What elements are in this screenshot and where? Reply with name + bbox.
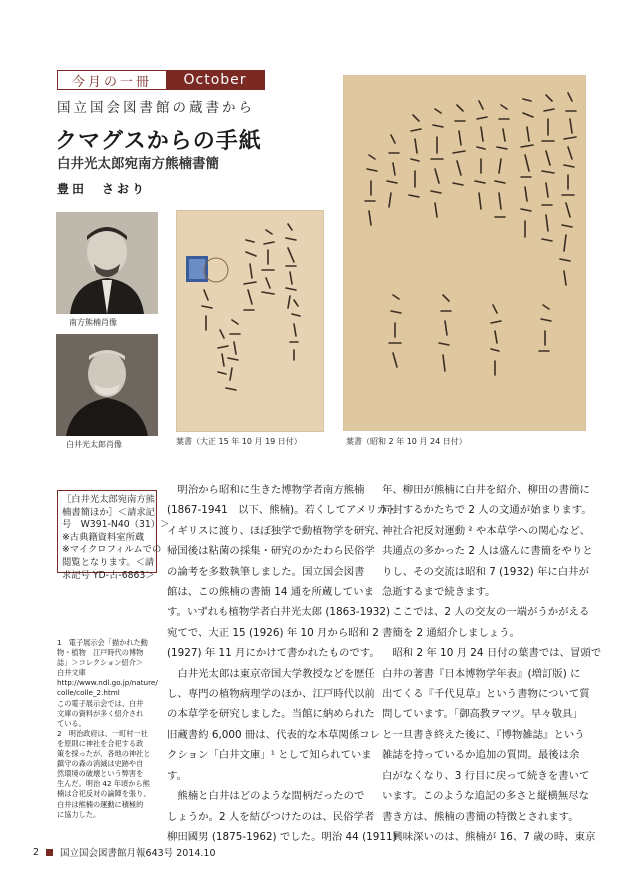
body-line: クション「白井文庫」¹ として知られていま: [167, 749, 372, 762]
body-line: 宛てで、大正 15 (1926) 年 10 月から昭和 2: [167, 626, 379, 639]
body-line: 明治から昭和に生きた博物学者南方熊楠: [167, 484, 365, 496]
body-line: 書簡を 2 通紹介しましょう。: [382, 626, 520, 639]
page-footer: [33, 845, 216, 859]
body-line: す。: [167, 769, 187, 782]
body-line: 興味深いのは、熊楠が 16、7 歳の時、東京: [382, 830, 596, 843]
footnote-line: 策を採ったが、各地の神社と: [57, 749, 151, 759]
body-line: 旧蔵書約 6,000 冊は、代表的な本草関係コレ: [167, 728, 380, 741]
portrait-minakata-photo: [56, 212, 158, 314]
call-number-line: ※マイクロフィルムでの: [62, 544, 162, 556]
footnote-line: 然環境の破壊という弊害を: [57, 769, 144, 779]
footnote-line: ている。: [57, 718, 86, 728]
portrait-minakata-caption: 南方熊楠肖像: [69, 318, 117, 327]
body-line: の論考を多数執筆しました。国立国会図書: [167, 565, 365, 578]
article-subtitle: 白井光太郎宛南方熊楠書簡: [57, 156, 219, 172]
call-number-line: 閲覧となります。＜請: [62, 556, 155, 568]
body-line: イギリスに渡り、ほぼ独学で動植物学を研究、: [167, 524, 385, 537]
call-number-box: [57, 490, 170, 581]
footnote-line: 白井文庫: [57, 668, 86, 678]
series-badge: [57, 70, 265, 90]
footnote-line: この電子展示会では、白井: [57, 698, 144, 708]
footnote-line: を原則に神社を合祀する政: [57, 738, 144, 748]
footnote-link[interactable]: http://www.ndl.go.jp/nature/: [57, 678, 158, 688]
footnote-line: 白井は熊楠の運動に積極的: [57, 799, 144, 809]
body-line: (1927) 年 11 月にかけて書かれたものです。: [167, 647, 380, 660]
body-line: と一旦書き終えた後に、『博物雑誌』という: [382, 728, 585, 741]
call-number-line: 楠書簡ほか］＜請求記: [62, 506, 155, 518]
portrait-shirai-photo: [56, 334, 158, 436]
page-number: 2: [33, 846, 40, 858]
body-line: す。いずれも植物学者白井光太郎 (1863-1932): [167, 606, 391, 619]
footnote-link[interactable]: colle/colle_2.html: [57, 688, 120, 698]
body-line: りし、その交流は昭和 7 (1932) 年に白井が: [382, 565, 589, 578]
body-column-1: [167, 480, 398, 847]
section-subhead: 国立国会図書館の蔵書から: [57, 100, 255, 116]
footnote-line: 生んだ。明治 42 年頃から熊: [57, 779, 150, 789]
footnote-line: 物・植物 江戸時代の博物: [57, 648, 144, 658]
postcard-1927-image: [343, 75, 586, 431]
body-line: 共通点の多かった 2 人は盛んに書簡をやりと: [382, 545, 593, 558]
body-line: 急逝するまで続きます。: [382, 586, 496, 599]
body-line: います。このような追記の多さと縦横無尽な: [382, 790, 589, 803]
footnote-line: に協力した。: [57, 809, 101, 819]
article-title: クマグスからの手紙: [55, 129, 262, 154]
footnote-line: 鎮守の森の消滅は史跡や自: [57, 759, 144, 769]
body-line: 同封するかたちで 2 人の文通が始まります。: [382, 504, 592, 517]
postcard-1927-caption: 葉書（昭和 2 年 10 月 24 日付）: [346, 437, 467, 446]
article-author: 豊田 さおり: [57, 182, 148, 196]
body-line: しょうか。2 人を結びつけたのは、民俗学者: [167, 810, 375, 823]
body-line: 白がなくなり、3 行目に戻って続きを書いて: [382, 769, 590, 782]
body-line: (1867-1941 以下、熊楠)。若くしてアメリカ・: [167, 504, 398, 517]
series-label-month: October: [166, 71, 264, 89]
body-line: 白井光太郎は東京帝国大学教授などを歴任: [167, 667, 375, 680]
body-line: 書き方は、熊楠の書簡の特徴とされます。: [382, 810, 579, 823]
body-line: 問しています。「御高教ヲマツ。早々敬具」: [382, 708, 583, 721]
body-line: 館は、この熊楠の書簡 14 通を所蔵していま: [167, 586, 374, 599]
body-column-2: [382, 480, 602, 847]
footnote-line: 文庫の資料が多く紹介され: [57, 708, 144, 718]
body-line: 雑誌を持っているか追加の質問。最後は余: [382, 749, 580, 762]
body-line: し、専門の植物病理学のほか、江戸時代以前: [167, 688, 375, 701]
call-number-line: ※古典籍資料室所蔵: [62, 531, 145, 543]
body-line: 神社合祀反対運動 ² や本草学への関心など、: [382, 524, 591, 537]
body-line: の本草学を研究しました。当館に納められた: [167, 708, 375, 721]
call-number-line: 号 W391-N40（31）＞: [62, 519, 170, 531]
body-line: 年、柳田が熊楠に白井を紹介、柳田の書簡に: [382, 484, 590, 496]
footnote-line: 誌」＞コレクション紹介＞: [57, 658, 143, 668]
journal-name: 国立国会図書館月報643号 2014.10: [60, 848, 216, 859]
postcard-1926-caption: 葉書（大正 15 年 10 月 19 日付）: [176, 437, 302, 446]
footer-square-icon: [46, 849, 53, 856]
postcard-1926-image: [176, 210, 324, 432]
footnote-line: 楠は合祀反対の論陣を張り、: [57, 789, 151, 799]
body-line: ここでは、2 人の交友の一端がうかがえる: [382, 606, 590, 619]
call-number-line: 求記号 YD-古-6863＞: [62, 569, 155, 581]
body-line: 熊楠と白井はどのような間柄だったので: [167, 790, 365, 803]
footnote-line: 1 電子展示会「描かれた動: [57, 638, 148, 647]
body-line: 柳田國男 (1875-1962) でした。明治 44 (1911): [167, 830, 397, 843]
footnote-line: 2 明治政府は、一町村一社: [57, 728, 148, 738]
series-label-jp: 今月の一冊: [71, 74, 152, 90]
body-line: 出てくる『千代見草』という書物について質: [382, 688, 590, 701]
footnotes: [57, 638, 157, 820]
body-line: 昭和 2 年 10 月 24 日付の葉書では、冒頭で: [382, 647, 602, 660]
portrait-shirai-caption: 白井光太郎肖像: [66, 440, 122, 449]
body-line: 帰国後は粘菌の採集・研究のかたわら民俗学: [167, 545, 375, 558]
body-line: 白井の著書『日本博物学年表』(増訂版) に: [382, 667, 581, 680]
call-number-line: ［白井光太郎宛南方熊: [62, 494, 155, 505]
